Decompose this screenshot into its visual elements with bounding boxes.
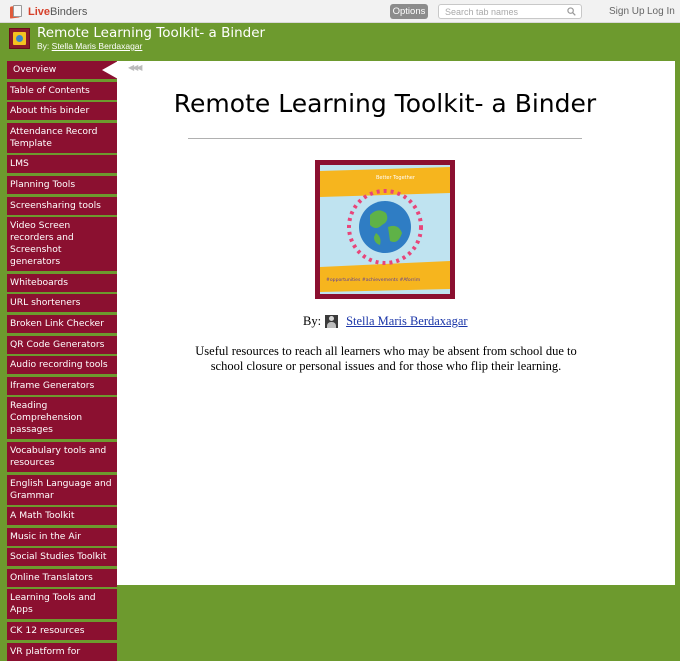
cover-top-text: Better Together [376, 175, 415, 181]
tab-attendance-record-template[interactable]: Attendance Record Template [7, 123, 117, 153]
tab-lms[interactable]: LMS [7, 155, 117, 173]
sign-up-link[interactable]: Sign Up [609, 6, 645, 17]
tab-video-screen-recorders[interactable]: Video Screen recorders and Screenshot generators [7, 217, 117, 271]
tab-vocabulary-tools[interactable]: Vocabulary tools and resources [7, 442, 117, 472]
tab-iframe-generators[interactable]: Iframe Generators [7, 377, 117, 395]
options-button[interactable]: Options [390, 4, 428, 19]
tab-screensharing-tools[interactable]: Screensharing tools [7, 197, 117, 215]
avatar[interactable] [325, 315, 338, 328]
tab-planning-tools[interactable]: Planning Tools [7, 176, 117, 194]
search-icon[interactable] [567, 7, 576, 16]
top-bar [0, 0, 680, 23]
logo-live-text: Live [28, 5, 51, 18]
globe-icon [16, 35, 23, 42]
tab-url-shorteners[interactable]: URL shorteners [7, 294, 117, 312]
search-box [438, 4, 582, 19]
binder-byline [37, 41, 142, 51]
byline-prefix: By: [37, 41, 50, 51]
tab-qr-code-generators[interactable]: QR Code Generators [7, 336, 117, 354]
tab-math-toolkit[interactable]: A Math Toolkit [7, 507, 117, 525]
tab-sidebar [7, 61, 117, 657]
tab-music-in-the-air[interactable]: Music in the Air [7, 528, 117, 546]
tab-broken-link-checker[interactable]: Broken Link Checker [7, 315, 117, 333]
collapse-sidebar-icon[interactable]: ◀◀◀ [128, 63, 141, 72]
by-label: By: [303, 314, 322, 328]
tab-table-of-contents[interactable]: Table of Contents [7, 82, 117, 100]
tab-whiteboards[interactable]: Whiteboards [7, 274, 117, 292]
log-in-link[interactable]: Log In [647, 6, 675, 17]
tab-english-language-grammar[interactable]: English Language and Grammar [7, 475, 117, 505]
binder-thumbnail [9, 28, 30, 49]
tab-audio-recording-tools[interactable]: Audio recording tools [7, 356, 117, 374]
binder-title: Remote Learning Toolkit- a Binder [37, 25, 266, 41]
tab-overview[interactable]: Overview [7, 61, 117, 79]
author-name-link[interactable]: Stella Maris Berdaxagar [346, 314, 468, 328]
author-row [303, 314, 468, 329]
tab-reading-comprehension[interactable]: Reading Comprehension passages [7, 397, 117, 439]
logo-binders-text: Binders [50, 5, 88, 18]
title-divider [188, 138, 582, 139]
binder-logo-icon [9, 4, 24, 19]
binder-header [0, 23, 680, 61]
globe-children-illustration [320, 165, 450, 294]
tab-online-translators[interactable]: Online Translators [7, 569, 117, 587]
livebinders-logo[interactable] [9, 3, 87, 20]
author-link[interactable]: Stella Maris Berdaxagar [51, 41, 143, 51]
tab-ck12-resources[interactable]: CK 12 resources [7, 622, 117, 640]
tab-social-studies-toolkit[interactable]: Social Studies Toolkit [7, 548, 117, 566]
binder-description: Useful resources to reach all learners who may be absent from school due to school closure or personal issues and for those who flip their learning. [195, 344, 577, 373]
content-panel [117, 61, 675, 585]
tab-vr-platform[interactable]: VR platform for [7, 643, 117, 661]
search-input[interactable] [439, 5, 564, 18]
tab-learning-tools-apps[interactable]: Learning Tools and Apps [7, 589, 117, 619]
tab-about-this-binder[interactable]: About this binder [7, 102, 117, 120]
cover-bottom-text: #opportunities #achievements #Aforrim [326, 278, 421, 283]
page-title: Remote Learning Toolkit- a Binder [173, 89, 597, 118]
binder-cover-image[interactable] [315, 160, 455, 299]
